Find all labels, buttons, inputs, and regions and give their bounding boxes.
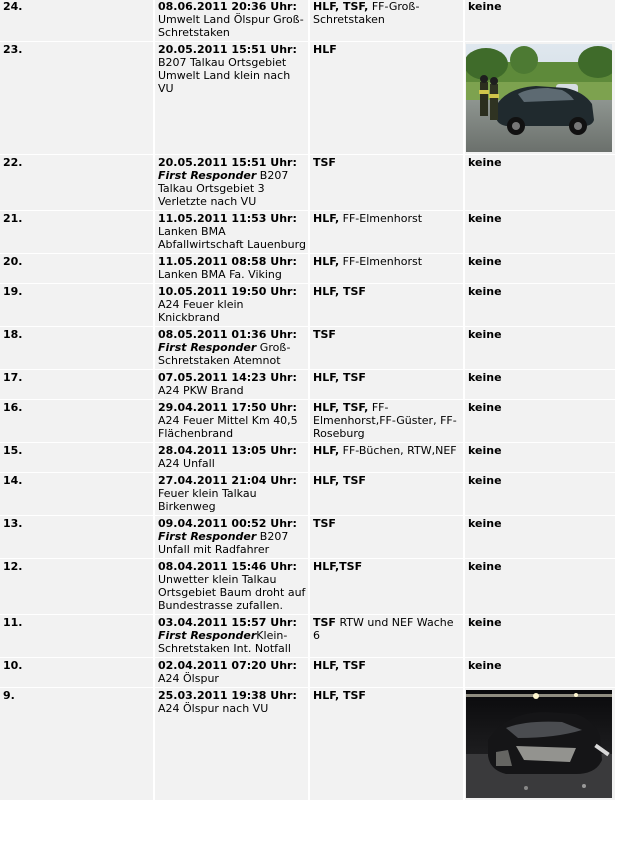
entry-number-text: 20.	[3, 255, 23, 268]
entry-units-main: HLF	[313, 43, 337, 56]
table-row	[0, 211, 615, 253]
entry-description-text: A24 Feuer Mittel Km 40,5 Flächenbrand	[158, 414, 298, 440]
entry-datetime: 08.04.2011 15:46 Uhr:	[158, 560, 297, 573]
entry-description	[155, 688, 308, 800]
first-responder-label: First Responder	[158, 530, 257, 543]
entry-result	[465, 400, 615, 442]
entry-result	[465, 658, 615, 687]
entry-number	[0, 42, 153, 154]
entry-description	[155, 473, 308, 515]
entry-units	[310, 473, 463, 515]
entry-number-text: 21.	[3, 212, 23, 225]
entry-result	[465, 211, 615, 253]
entry-number	[0, 0, 153, 41]
entry-datetime: 20.05.2011 15:51 Uhr:	[158, 156, 297, 169]
entry-units-main: HLF,	[313, 444, 340, 457]
entry-units-extra: FF-Elmenhorst	[339, 212, 423, 225]
table-row	[0, 443, 615, 472]
entry-units-main: HLF, TSF,	[313, 0, 369, 13]
entry-number	[0, 473, 153, 515]
entry-result-text: keine	[468, 616, 502, 629]
table-row	[0, 688, 615, 800]
entry-result	[465, 254, 615, 283]
entry-result-text: keine	[468, 659, 502, 672]
entry-result-text: keine	[468, 444, 502, 457]
entry-description	[155, 211, 308, 253]
entry-description-text: B207 Unfall mit Radfahrer	[158, 530, 289, 556]
entry-result-text: keine	[468, 156, 502, 169]
entry-result-text: keine	[468, 328, 502, 341]
entry-number	[0, 254, 153, 283]
entry-number-text: 15.	[3, 444, 23, 457]
entry-number	[0, 516, 153, 558]
entry-units-main: HLF,	[313, 255, 340, 268]
entry-result-text: keine	[468, 401, 502, 414]
first-responder-label: First Responder	[158, 341, 257, 354]
entry-number-text: 16.	[3, 401, 23, 414]
entry-result	[465, 155, 615, 210]
entry-description-text: A24 Feuer klein Knickbrand	[158, 298, 244, 324]
entry-number	[0, 615, 153, 657]
entry-description	[155, 443, 308, 472]
entry-result	[465, 327, 615, 369]
entry-units	[310, 0, 463, 41]
entry-units	[310, 688, 463, 800]
entry-units-main: HLF, TSF	[313, 689, 366, 702]
entry-datetime: 07.05.2011 14:23 Uhr:	[158, 371, 297, 384]
entry-units-extra: FF-Elmenhorst,FF-Güster, FF-Roseburg	[313, 401, 457, 440]
entry-description-text: A24 Ölspur nach VU	[158, 702, 269, 715]
entry-result-text: keine	[468, 0, 502, 13]
entry-units	[310, 327, 463, 369]
entry-number	[0, 559, 153, 614]
entry-units	[310, 155, 463, 210]
entry-datetime: 20.05.2011 15:51 Uhr:	[158, 43, 297, 56]
entry-result	[465, 615, 615, 657]
accident-photo	[466, 690, 612, 798]
entry-units-main: TSF	[313, 517, 336, 530]
entry-units	[310, 559, 463, 614]
entry-datetime: 27.04.2011 21:04 Uhr:	[158, 474, 297, 487]
entry-number-text: 17.	[3, 371, 23, 384]
table-row	[0, 327, 615, 369]
entry-number-text: 14.	[3, 474, 23, 487]
first-responder-label: First Responder	[158, 169, 257, 182]
entry-units-main: HLF,TSF	[313, 560, 363, 573]
table-row	[0, 516, 615, 558]
entry-units	[310, 658, 463, 687]
entry-units	[310, 443, 463, 472]
entry-datetime: 10.05.2011 19:50 Uhr:	[158, 285, 297, 298]
entry-units-extra: FF-Büchen, RTW,NEF	[339, 444, 457, 457]
entry-result	[465, 516, 615, 558]
entry-units-extra: RTW und NEF Wache 6	[313, 616, 454, 642]
entry-description-text: Lanken BMA Abfallwirtschaft Lauenburg	[158, 225, 306, 251]
entry-datetime: 11.05.2011 08:58 Uhr:	[158, 255, 297, 268]
entry-description-text: B207 Talkau Ortsgebiet 3 Verletzte nach VU	[158, 169, 289, 208]
entry-number	[0, 688, 153, 800]
entry-description	[155, 516, 308, 558]
entry-description	[155, 0, 308, 41]
entry-units-main: TSF	[313, 616, 336, 629]
entry-number	[0, 327, 153, 369]
entry-units-main: HLF, TSF	[313, 659, 366, 672]
first-responder-label: First Responder	[158, 629, 257, 642]
entry-number	[0, 155, 153, 210]
entry-result	[465, 42, 615, 154]
table-row	[0, 400, 615, 442]
entry-result-text: keine	[468, 285, 502, 298]
entry-result-text: keine	[468, 212, 502, 225]
table-row	[0, 559, 615, 614]
entry-number-text: 13.	[3, 517, 23, 530]
entry-units	[310, 42, 463, 154]
entry-units-extra: FF-Groß-Schretstaken	[313, 0, 420, 26]
entry-number-text: 24.	[3, 0, 23, 13]
entry-description-text: Unwetter klein Talkau Ortsgebiet Baum droht auf Bundestrasse zufallen.	[158, 573, 306, 612]
entry-result-text: keine	[468, 371, 502, 384]
table-row	[0, 0, 615, 41]
entry-description-text: Umwelt Land Ölspur Groß-Schretstaken	[158, 13, 304, 39]
table-row	[0, 370, 615, 399]
entry-description-text: A24 Unfall	[158, 457, 215, 470]
entry-description	[155, 370, 308, 399]
entry-result	[465, 284, 615, 326]
entry-number	[0, 211, 153, 253]
entry-description	[155, 559, 308, 614]
entry-units	[310, 615, 463, 657]
entry-description-text: A24 PKW Brand	[158, 384, 244, 397]
entry-description	[155, 327, 308, 369]
entry-number-text: 12.	[3, 560, 23, 573]
entry-units	[310, 516, 463, 558]
entry-number-text: 10.	[3, 659, 23, 672]
entry-description	[155, 42, 308, 154]
entry-units-main: TSF	[313, 328, 336, 341]
entry-description	[155, 284, 308, 326]
table-row	[0, 615, 615, 657]
entry-result	[465, 688, 615, 800]
table-row	[0, 473, 615, 515]
entry-datetime: 08.06.2011 20:36 Uhr:	[158, 0, 297, 13]
entry-number	[0, 370, 153, 399]
entry-datetime: 11.05.2011 11:53 Uhr:	[158, 212, 297, 225]
entry-units-main: TSF	[313, 156, 336, 169]
entry-description	[155, 658, 308, 687]
entry-result-text: keine	[468, 560, 502, 573]
entry-description-text: B207 Talkau Ortsgebiet Umwelt Land klein nach VU	[158, 56, 291, 95]
entry-units-main: HLF, TSF,	[313, 401, 369, 414]
entry-datetime: 25.03.2011 19:38 Uhr:	[158, 689, 297, 702]
entry-units	[310, 254, 463, 283]
entry-description-text: A24 Ölspur	[158, 672, 219, 685]
entry-number	[0, 658, 153, 687]
entry-description-text: Klein-Schretstaken Int. Notfall	[158, 629, 291, 655]
entry-description-text: Groß-Schretstaken Atemnot	[158, 341, 291, 367]
entry-units	[310, 370, 463, 399]
entry-description	[155, 155, 308, 210]
entry-datetime: 29.04.2011 17:50 Uhr:	[158, 401, 297, 414]
accident-photo	[466, 44, 612, 152]
entry-result-text: keine	[468, 255, 502, 268]
entry-number-text: 11.	[3, 616, 23, 629]
entry-description-text: Lanken BMA Fa. Viking	[158, 268, 282, 281]
entry-result-text: keine	[468, 517, 502, 530]
entry-number-text: 19.	[3, 285, 23, 298]
entry-number	[0, 443, 153, 472]
entry-datetime: 28.04.2011 13:05 Uhr:	[158, 444, 297, 457]
entry-datetime: 09.04.2011 00:52 Uhr:	[158, 517, 297, 530]
entry-result-text: keine	[468, 474, 502, 487]
entry-datetime: 02.04.2011 07:20 Uhr:	[158, 659, 297, 672]
entry-units	[310, 284, 463, 326]
table-row	[0, 658, 615, 687]
entry-units	[310, 211, 463, 253]
entry-number-text: 22.	[3, 156, 23, 169]
entry-description	[155, 400, 308, 442]
entry-description	[155, 254, 308, 283]
entry-result	[465, 559, 615, 614]
entry-result	[465, 370, 615, 399]
entry-result	[465, 443, 615, 472]
table-row	[0, 284, 615, 326]
entry-number-text: 23.	[3, 43, 23, 56]
entry-datetime: 03.04.2011 15:57 Uhr:	[158, 616, 297, 629]
entry-number	[0, 400, 153, 442]
entry-units-main: HLF, TSF	[313, 474, 366, 487]
entry-units	[310, 400, 463, 442]
entry-result	[465, 473, 615, 515]
entry-units-main: HLF, TSF	[313, 371, 366, 384]
entry-number	[0, 284, 153, 326]
entry-units-extra: FF-Elmenhorst	[339, 255, 423, 268]
entry-datetime: 08.05.2011 01:36 Uhr:	[158, 328, 297, 341]
entry-number-text: 9.	[3, 689, 15, 702]
entry-units-main: HLF, TSF	[313, 285, 366, 298]
entry-units-main: HLF,	[313, 212, 340, 225]
table-row	[0, 42, 615, 154]
entry-description-text: Feuer klein Talkau Birkenweg	[158, 487, 257, 513]
entry-description	[155, 615, 308, 657]
table-row	[0, 254, 615, 283]
entry-number-text: 18.	[3, 328, 23, 341]
entry-result	[465, 0, 615, 41]
table-row	[0, 155, 615, 210]
